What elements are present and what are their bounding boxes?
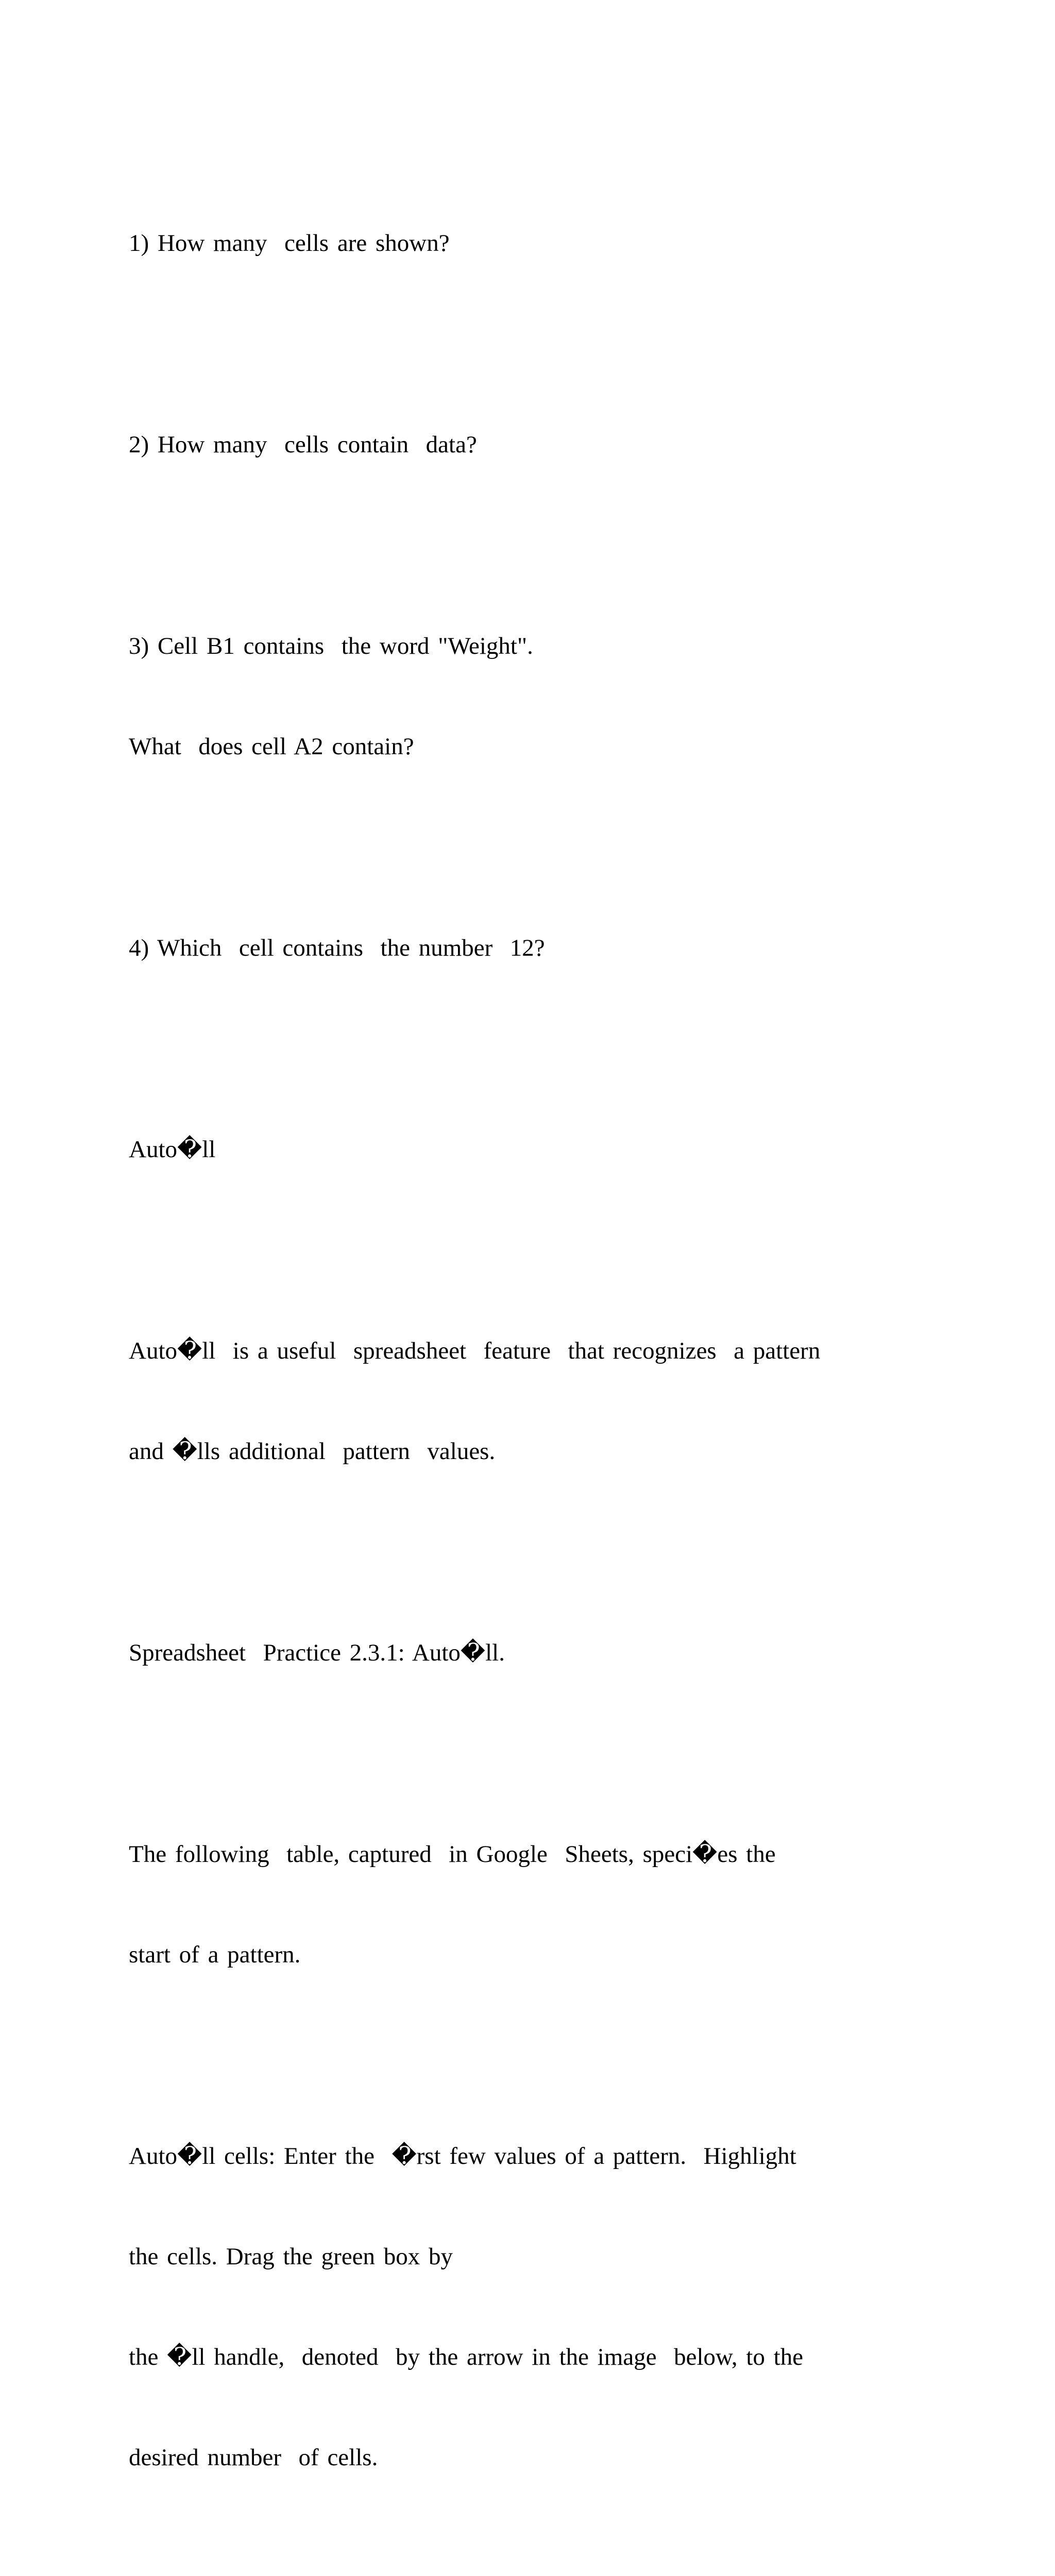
question-2 xyxy=(129,361,974,529)
text-line: and �lls additional pattern values. xyxy=(129,1438,496,1465)
text-line: Auto�ll xyxy=(129,1136,216,1163)
text-line: start of a pattern. xyxy=(129,1941,301,1968)
table-intro xyxy=(129,1771,974,2039)
practice-title xyxy=(129,1569,974,1737)
text-line: the cells. Drag the green box by xyxy=(129,2243,453,2270)
text-line: the �ll handle, denoted by the arrow in the image below, to the xyxy=(129,2344,804,2370)
text-line: Auto�ll is a useful spreadsheet feature that recognizes a pattern xyxy=(129,1337,821,1364)
text-line: 1) How many cells are shown? xyxy=(129,230,450,257)
document-page xyxy=(129,160,974,2576)
text-line: 2) How many cells contain data? xyxy=(129,431,477,458)
text-line: Auto�ll cells: Enter the �rst few values of a pattern. Highlight xyxy=(129,2143,796,2170)
text-line: Spreadsheet Practice 2.3.1: Auto�ll. xyxy=(129,1639,505,1666)
question-1 xyxy=(129,160,974,327)
question-4 xyxy=(129,865,974,1032)
text-line: The following table, captured in Google Sheets, speci�es the xyxy=(129,1841,776,1868)
text-line: desired number of cells. xyxy=(129,2444,378,2471)
autofill-instructions xyxy=(129,2073,974,2541)
image-placeholder xyxy=(129,2575,974,2576)
autofill-description xyxy=(129,1267,974,1535)
text-line: 4) Which cell contains the number 12? xyxy=(129,935,545,961)
text-line: 3) Cell B1 contains the word "Weight". xyxy=(129,633,533,659)
text-line: What does cell A2 contain? xyxy=(129,733,414,760)
section-heading-autofill xyxy=(129,1066,974,1233)
question-3 xyxy=(129,563,974,831)
